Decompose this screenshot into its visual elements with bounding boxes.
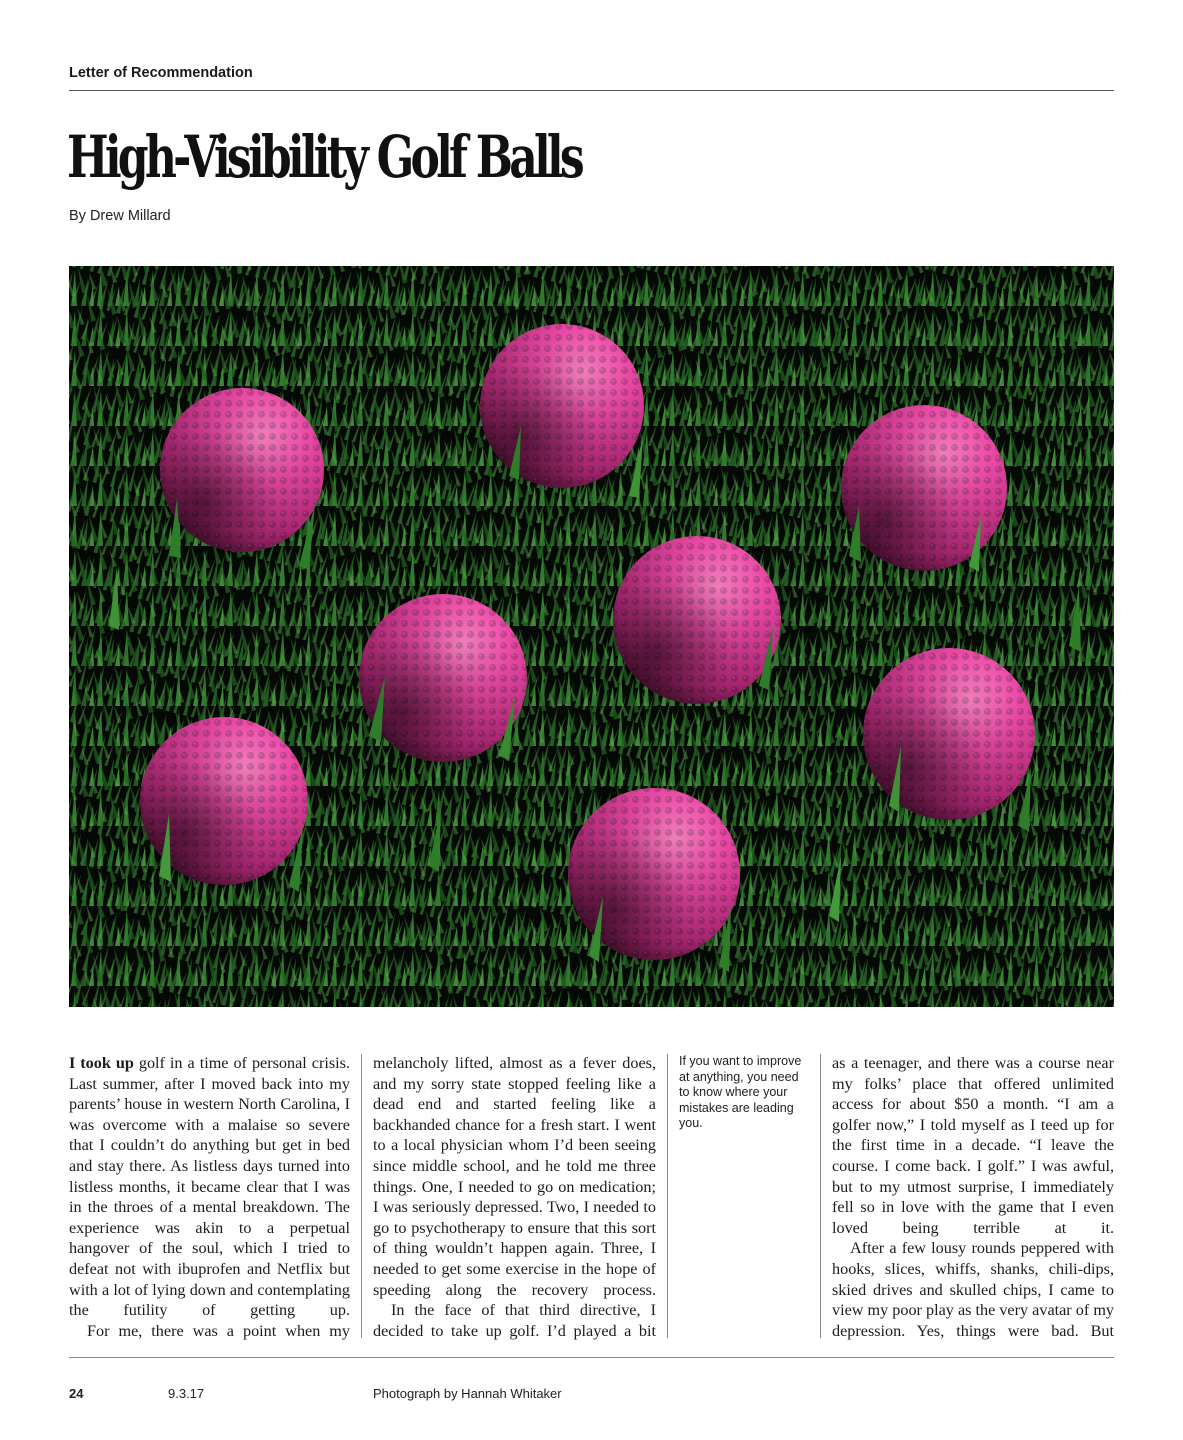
- paragraph-text: For me, there was a point when my: [87, 1321, 350, 1340]
- byline: By Drew Millard: [69, 208, 171, 224]
- section-label: Letter of Recommendation: [69, 65, 253, 81]
- paragraph-text: melancholy lifted, almost as a fever does, and my sorry state stopped feeling like a dead end and started feeling like a backhanded chance for a fresh start. I went to a local physician whom I’d been seeing since middle school, and he told me three things. One, I needed to go on medication; I was seriously depressed. Two, I needed to go to psychotherapy to ensure that this sort of thing wouldn’t happen again. Three, I needed to get some exercise in the hope of speeding along the recovery process.: [373, 1054, 656, 1299]
- lead-in: I took up: [69, 1054, 134, 1072]
- paragraph-text: golf in a time of personal crisis. Last summer, after I moved back into my parents’ house in western North Carolina, I was overcome with a malaise so severe that I couldn’t do anything but get in bed and stay there. As listless days turned into listless months, it became clear that I was in the throes of a mental breakdown. The experience was akin to a perpetual hangover of the soul, which I tried to defeat not with ibuprofen and Netflix but with a lot of lying down and contemplating the futility of getting up.: [69, 1054, 350, 1320]
- column-divider: [667, 1054, 668, 1338]
- article-column-2: [373, 1053, 656, 1341]
- page-number: 24: [69, 1386, 84, 1401]
- golf-ball: [160, 388, 324, 552]
- article-column-1: [69, 1053, 350, 1341]
- photograph: [69, 266, 1114, 1007]
- issue-date: 9.3.17: [168, 1386, 205, 1401]
- header-rule: [69, 90, 1114, 91]
- headline: High-Visibility Golf Balls: [67, 123, 581, 191]
- golf-ball: [613, 536, 781, 704]
- footer-rule: [69, 1357, 1114, 1358]
- column-divider: [820, 1054, 821, 1338]
- golf-ball: [863, 648, 1035, 820]
- paragraph-text: After a few lousy rounds peppered with hooks, slices, whiffs, shanks, chili-dips, skied drives and skulled chips, I came to view my poor play as the very avatar of my depression. Yes, things were bad. But: [832, 1239, 1114, 1340]
- golf-ball: [568, 788, 740, 960]
- golf-ball: [841, 405, 1007, 571]
- photo-credit: Photograph by Hannah Whitaker: [373, 1386, 562, 1401]
- column-divider: [361, 1054, 362, 1338]
- paragraph-text: as a teenager, and there was a course near my folks’ place that offered unlimited access for about $50 a month. “I am a golfer now,” I told myself as I teed up for the first time in a decade. “I leave the course. I come back. I golf.” I was awful, but to my utmost surprise, I immediately fell so in love with the game that I even loved being terrible at it.: [832, 1054, 1114, 1237]
- pull-quote: If you want to improve at anything, you need to know where your mistakes are leading you.: [679, 1054, 802, 1130]
- golf-ball: [480, 324, 644, 488]
- paragraph-text: In the face of that third directive, I decided to take up golf. I’d played a bit: [373, 1301, 656, 1340]
- golf-ball: [359, 594, 527, 762]
- article-column-3: [832, 1053, 1114, 1341]
